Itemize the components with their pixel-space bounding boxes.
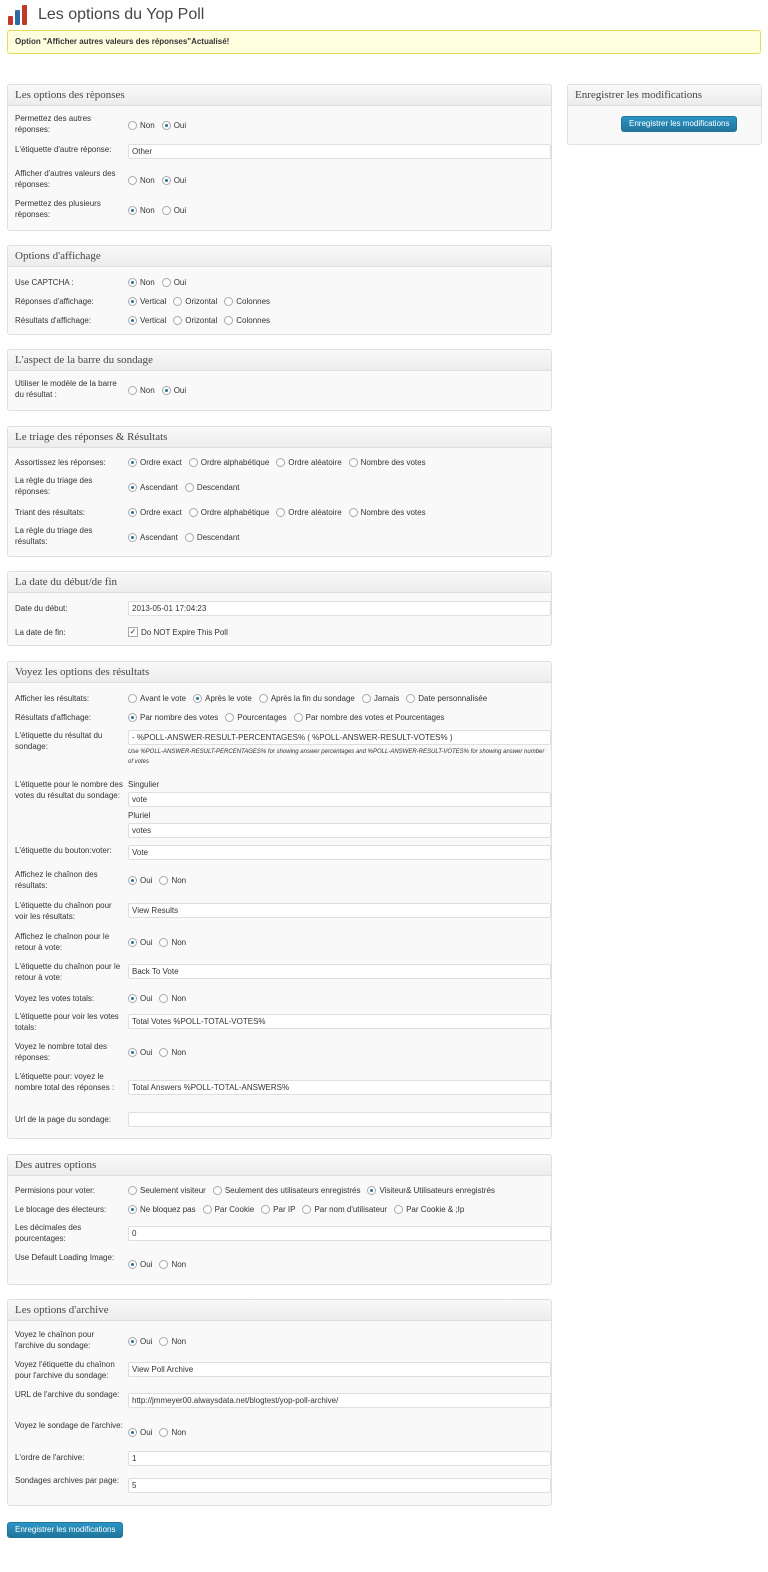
archive-link-text-label: Voyez l'étiquette du chaînon pour l'archive du sondage: bbox=[15, 1360, 115, 1380]
results-options-box bbox=[7, 661, 552, 1139]
show-back-oui-radio[interactable]: Oui bbox=[128, 938, 152, 947]
page-url-label: Url de la page du sondage: bbox=[15, 1115, 112, 1124]
archive-per-page-label: Sondages archives par page: bbox=[15, 1476, 120, 1485]
decimals-input[interactable]: 0 bbox=[128, 1226, 551, 1241]
show-other-non-radio[interactable]: Non bbox=[128, 176, 155, 185]
use-template-oui-radio[interactable]: Oui bbox=[162, 386, 186, 395]
answers-options-box bbox=[7, 84, 552, 231]
captcha-non-radio[interactable]: Non bbox=[128, 278, 155, 287]
results-options-title: Voyez les options des résultats bbox=[8, 662, 551, 683]
other-options-title: Des autres options bbox=[8, 1155, 551, 1176]
archive-show-poll-non-radio[interactable]: Non bbox=[159, 1428, 186, 1437]
multiple-label: Permettez des plusieurs rèponses: bbox=[15, 199, 101, 219]
show-back-non-radio[interactable]: Non bbox=[159, 938, 186, 947]
vote-button-label: L'étiquette du bouton:voter: bbox=[15, 846, 112, 855]
total-label-input[interactable]: Total Votes %POLL-TOTAL-VOTES% bbox=[128, 1014, 551, 1029]
vote-button-input[interactable]: Vote bbox=[128, 845, 551, 860]
show-custom-radio[interactable]: Date personnalisée bbox=[406, 694, 487, 703]
answers-orizontal-radio[interactable]: Orizontal bbox=[173, 297, 217, 306]
rule-answers-desc-radio[interactable]: Descendant bbox=[185, 483, 240, 492]
perm-label: Permisions pour voter: bbox=[15, 1186, 96, 1195]
show-never-radio[interactable]: Jamais bbox=[362, 694, 399, 703]
save-box bbox=[567, 84, 762, 145]
display-by-votes-radio[interactable]: Par nombre des votes bbox=[128, 713, 218, 722]
results-display-label: Résultats d'affichage: bbox=[15, 316, 92, 325]
page-url-input[interactable] bbox=[128, 1112, 551, 1127]
votes-label-label: L'étiquette pour le nombre des votes du résultat du sondage: bbox=[15, 780, 123, 800]
show-link-oui-radio[interactable]: Oui bbox=[128, 876, 152, 885]
link-label-label: L'étiquette du chaînon pour voir les résultats: bbox=[15, 901, 112, 921]
start-date-label: Date du début: bbox=[15, 604, 68, 613]
archive-show-poll-label: Voyez le sondage de l'archive: bbox=[15, 1421, 123, 1430]
results-display-mode-label: Résultats d'affichage: bbox=[15, 713, 92, 722]
show-total-answers-label: Voyez le nombre total des réponses: bbox=[15, 1042, 108, 1062]
blocking-label: Le blocage des électeurs: bbox=[15, 1205, 107, 1214]
multiple-non-radio[interactable]: Non bbox=[128, 206, 155, 215]
sort-answers-label: Assortissez les réponses: bbox=[15, 458, 106, 467]
sort-results-random-radio[interactable]: Ordre aléatoire bbox=[276, 508, 341, 517]
save-button-sidebar[interactable]: Enregistrer les modifications bbox=[621, 116, 737, 132]
sort-answers-exact-radio[interactable]: Ordre exact bbox=[128, 458, 182, 467]
perm-users-radio[interactable]: Seulement des utilisateurs enregistrés bbox=[213, 1186, 361, 1195]
back-label-label: L'étiquette du chaînon pour le retour à vote: bbox=[15, 962, 121, 982]
other-label-input[interactable]: Other bbox=[128, 144, 551, 159]
yop-poll-logo-icon bbox=[8, 5, 30, 25]
allow-other-non-radio[interactable]: Non bbox=[128, 121, 155, 130]
no-expire-checkbox[interactable]: ✓ Do NOT Expire This Poll bbox=[129, 627, 228, 637]
link-label-input[interactable]: View Results bbox=[128, 903, 551, 918]
captcha-label: Use CAPTCHA : bbox=[15, 278, 74, 287]
archive-per-page-input[interactable]: 5 bbox=[128, 1478, 551, 1493]
answers-colonnes-radio[interactable]: Colonnes bbox=[224, 297, 270, 306]
total-label-label: L'étiquette pour voir les votes totals: bbox=[15, 1012, 119, 1032]
display-both-radio[interactable]: Par nombre des votes et Pourcentages bbox=[294, 713, 445, 722]
singular-input[interactable]: vote bbox=[128, 792, 551, 807]
block-username-radio[interactable]: Par nom d'utilisateur bbox=[302, 1205, 387, 1214]
page-title: Les options du Yop Poll bbox=[38, 6, 205, 23]
back-label-input[interactable]: Back To Vote bbox=[128, 964, 551, 979]
results-orizontal-radio[interactable]: Orizontal bbox=[173, 316, 217, 325]
save-box-title: Enregistrer les modifications bbox=[568, 85, 761, 106]
show-total-oui-radio[interactable]: Oui bbox=[128, 994, 152, 1003]
save-button-footer[interactable]: Enregistrer les modifications bbox=[7, 1522, 123, 1538]
show-link-label: Affichez le chaînon des résultats: bbox=[15, 870, 98, 890]
page-header bbox=[8, 4, 204, 26]
archive-link-non-radio[interactable]: Non bbox=[159, 1337, 186, 1346]
rule-results-label: La règle du triage des résultats: bbox=[15, 526, 93, 546]
sorting-box bbox=[7, 426, 552, 557]
singular-label: Singulier bbox=[128, 780, 160, 789]
block-cookie-radio[interactable]: Par Cookie bbox=[203, 1205, 255, 1214]
total-answers-label-input[interactable]: Total Answers %POLL-TOTAL-ANSWERS% bbox=[128, 1080, 551, 1095]
sort-answers-alpha-radio[interactable]: Ordre alphabétique bbox=[189, 458, 270, 467]
archive-order-label: L'ordre de l'archive: bbox=[15, 1453, 85, 1462]
result-label-help: Use %POLL-ANSWER-RESULT-PERCENTAGES% for showing answer percentages and %POLL-ANSWER-RESULT-VOTES% for showing answer number of votes bbox=[128, 749, 545, 765]
use-template-non-radio[interactable]: Non bbox=[128, 386, 155, 395]
show-total-answers-oui-radio[interactable]: Oui bbox=[128, 1048, 152, 1057]
sorting-title: Le triage des réponses & Résultats bbox=[8, 427, 551, 448]
other-label-label: L'étiquette d'autre réponse: bbox=[15, 145, 112, 154]
show-total-answers-non-radio[interactable]: Non bbox=[159, 1048, 186, 1057]
rule-answers-asc-radio[interactable]: Ascendant bbox=[128, 483, 178, 492]
dates-box bbox=[7, 571, 552, 646]
archive-order-input[interactable]: 1 bbox=[128, 1451, 551, 1466]
other-options-box bbox=[7, 1154, 552, 1285]
archive-show-poll-oui-radio[interactable]: Oui bbox=[128, 1428, 152, 1437]
show-after-radio[interactable]: Après le vote bbox=[193, 694, 252, 703]
plural-label: Pluriel bbox=[128, 811, 151, 820]
update-notice: Option "Afficher autres valeurs des réponses"Actualisé! bbox=[7, 30, 761, 54]
sort-results-label: Triant des résultats: bbox=[15, 508, 85, 517]
show-total-label: Voyez les votes totals: bbox=[15, 994, 95, 1003]
captcha-oui-radio[interactable]: Oui bbox=[162, 278, 186, 287]
archive-url-label: URL de l'archive du sondage: bbox=[15, 1390, 120, 1399]
answers-vertical-radio[interactable]: Vertical bbox=[128, 297, 166, 306]
multiple-oui-radio[interactable]: Oui bbox=[162, 206, 186, 215]
answers-display-label: Réponses d'affichage: bbox=[15, 297, 94, 306]
show-other-oui-radio[interactable]: Oui bbox=[162, 176, 186, 185]
loading-oui-radio[interactable]: Oui bbox=[128, 1260, 152, 1269]
bar-aspect-title: L'aspect de la barre du sondage bbox=[8, 350, 551, 371]
archive-link-text-input[interactable]: View Poll Archive bbox=[128, 1362, 551, 1377]
start-date-input[interactable]: 2013-05-01 17:04:23 bbox=[128, 601, 551, 616]
result-label-label: L'étiquette du résultat du sondage: bbox=[15, 731, 103, 751]
display-percent-radio[interactable]: Pourcentages bbox=[225, 713, 286, 722]
archive-options-title: Les options d'archive bbox=[8, 1300, 551, 1321]
total-answers-label-label: L'étiquette pour: voyez le nombre total des réponses : bbox=[15, 1072, 115, 1092]
sort-answers-votes-radio[interactable]: Nombre des votes bbox=[349, 458, 426, 467]
archive-link-label: Voyez le chaînon pour l'archive du sondage: bbox=[15, 1330, 95, 1350]
plural-input[interactable]: votes bbox=[128, 823, 551, 838]
allow-other-label: Permettez des autres réponses: bbox=[15, 114, 92, 134]
perm-visitors-radio[interactable]: Seulement visiteur bbox=[128, 1186, 206, 1195]
rule-results-desc-radio[interactable]: Descendant bbox=[185, 533, 240, 542]
loading-non-radio[interactable]: Non bbox=[159, 1260, 186, 1269]
sort-results-exact-radio[interactable]: Ordre exact bbox=[128, 508, 182, 517]
rule-results-asc-radio[interactable]: Ascendant bbox=[128, 533, 178, 542]
block-ip-radio[interactable]: Par IP bbox=[261, 1205, 295, 1214]
allow-other-oui-radio[interactable]: Oui bbox=[162, 121, 186, 130]
show-after-end-radio[interactable]: Après la fin du sondage bbox=[259, 694, 355, 703]
display-options-box bbox=[7, 245, 552, 335]
sort-results-alpha-radio[interactable]: Ordre alphabétique bbox=[189, 508, 270, 517]
result-label-input[interactable]: - %POLL-ANSWER-RESULT-PERCENTAGES% ( %POLL-ANSWER-RESULT-VOTES% ) bbox=[128, 730, 551, 745]
dates-title: La date du début/de fin bbox=[8, 572, 551, 593]
loading-label: Use Default Loading Image: bbox=[15, 1253, 115, 1262]
end-date-label: La date de fin: bbox=[15, 628, 66, 637]
rule-answers-label: La règle du triage des réponses: bbox=[15, 476, 93, 496]
bar-aspect-box bbox=[7, 349, 552, 411]
show-back-label: Affichez le chaînon pour le retour à vote: bbox=[15, 932, 110, 952]
show-before-radio[interactable]: Avant le vote bbox=[128, 694, 186, 703]
results-colonnes-radio[interactable]: Colonnes bbox=[224, 316, 270, 325]
show-link-non-radio[interactable]: Non bbox=[159, 876, 186, 885]
archive-options-box bbox=[7, 1299, 552, 1506]
perm-both-radio[interactable]: Visiteur& Utilisateurs enregistrés bbox=[367, 1186, 494, 1195]
sort-results-votes-radio[interactable]: Nombre des votes bbox=[349, 508, 426, 517]
archive-link-oui-radio[interactable]: Oui bbox=[128, 1337, 152, 1346]
results-vertical-radio[interactable]: Vertical bbox=[128, 316, 166, 325]
show-total-non-radio[interactable]: Non bbox=[159, 994, 186, 1003]
sort-answers-random-radio[interactable]: Ordre aléatoire bbox=[276, 458, 341, 467]
use-template-label: Utiliser le modèle de la barre du résultat : bbox=[15, 379, 117, 399]
show-other-label: Afficher d'autres valeurs des réponses: bbox=[15, 169, 116, 189]
block-none-radio[interactable]: Ne bloquez pas bbox=[128, 1205, 196, 1214]
archive-url-input[interactable]: http://jmmeyer00.alwaysdata.net/blogtest/yop-poll-archive/ bbox=[128, 1393, 551, 1408]
decimals-label: Les décimales des pourcentages: bbox=[15, 1223, 82, 1243]
block-cookie-ip-radio[interactable]: Par Cookie & ;Ip bbox=[394, 1205, 464, 1214]
answers-options-title: Les options des rèponses bbox=[8, 85, 551, 106]
display-options-title: Options d'affichage bbox=[8, 246, 551, 267]
show-results-label: Afficher les résultats: bbox=[15, 694, 90, 703]
